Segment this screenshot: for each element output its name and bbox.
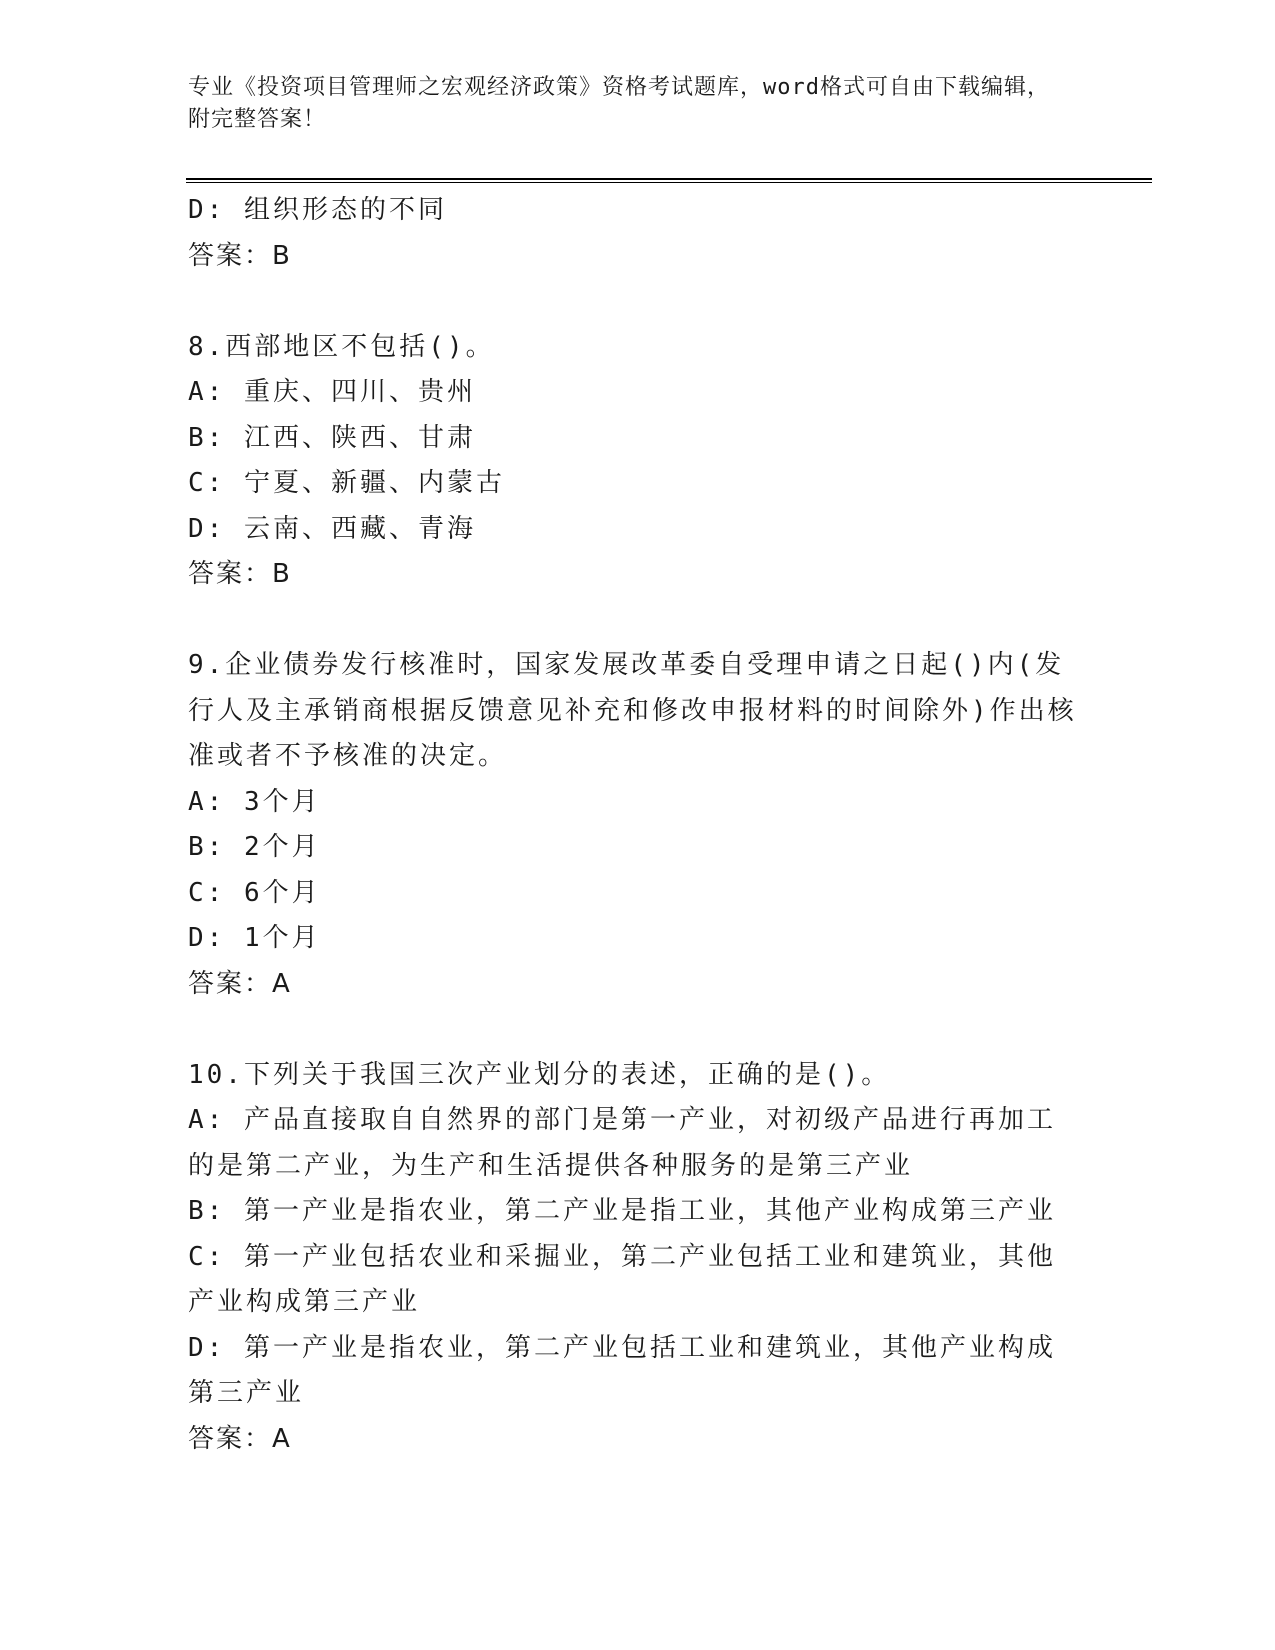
question-block-9 [188,643,1078,1007]
option-b: B: 第一产业是指农业，第二产业是指工业，其他产业构成第三产业 [188,1196,1056,1226]
answer-line: 答案：A [188,968,292,999]
option-c: C: 6个月 [188,877,321,908]
option-b: B: 2个月 [188,832,321,862]
question-stem: 8.西部地区不包括()。 [188,331,495,362]
option-d: D: 第一产业是指农业，第二产业包括工业和建筑业，其他产业构成第三产业 [188,1332,1056,1408]
answer-line: 答案：A [188,1423,292,1454]
answer-line: 答案：B [188,240,292,271]
option-d: D: 云南、西藏、青海 [188,513,476,544]
question-block-10 [188,1053,1078,1463]
spacer [188,598,1078,644]
document-body [188,188,1078,1462]
header-divider [186,178,1152,183]
question-block-8 [188,325,1078,598]
spacer [188,1007,1078,1053]
option-c: C: 第一产业包括农业和采掘业，第二产业包括工业和建筑业，其他产业构成第三产业 [188,1241,1056,1317]
option-d: D: 1个月 [188,923,321,953]
question-block-7-tail [188,188,1078,279]
option-a: A: 3个月 [188,786,321,817]
option-b: B: 江西、陕西、甘肃 [188,422,476,453]
option-a: A: 重庆、四川、贵州 [188,377,476,407]
spacer [188,279,1078,325]
option-d: D: 组织形态的不同 [188,195,447,225]
question-stem: 9.企业债券发行核准时，国家发展改革委自受理申请之日起()内(发行人及主承销商根据反馈意见补充和修改申报材料的时间除外)作出核准或者不予核准的决定。 [188,650,1077,771]
page-header: 专业《投资项目管理师之宏观经济政策》资格考试题库，word格式可自由下载编辑，附完整答案！ [188,75,1050,132]
question-stem: 10.下列关于我国三次产业划分的表述，正确的是()。 [188,1059,891,1090]
option-a: A: 产品直接取自自然界的部门是第一产业，对初级产品进行再加工的是第二产业，为生产和生活提供各种服务的是第三产业 [188,1105,1056,1181]
answer-line: 答案：B [188,559,292,589]
option-c: C: 宁夏、新疆、内蒙古 [188,468,505,498]
